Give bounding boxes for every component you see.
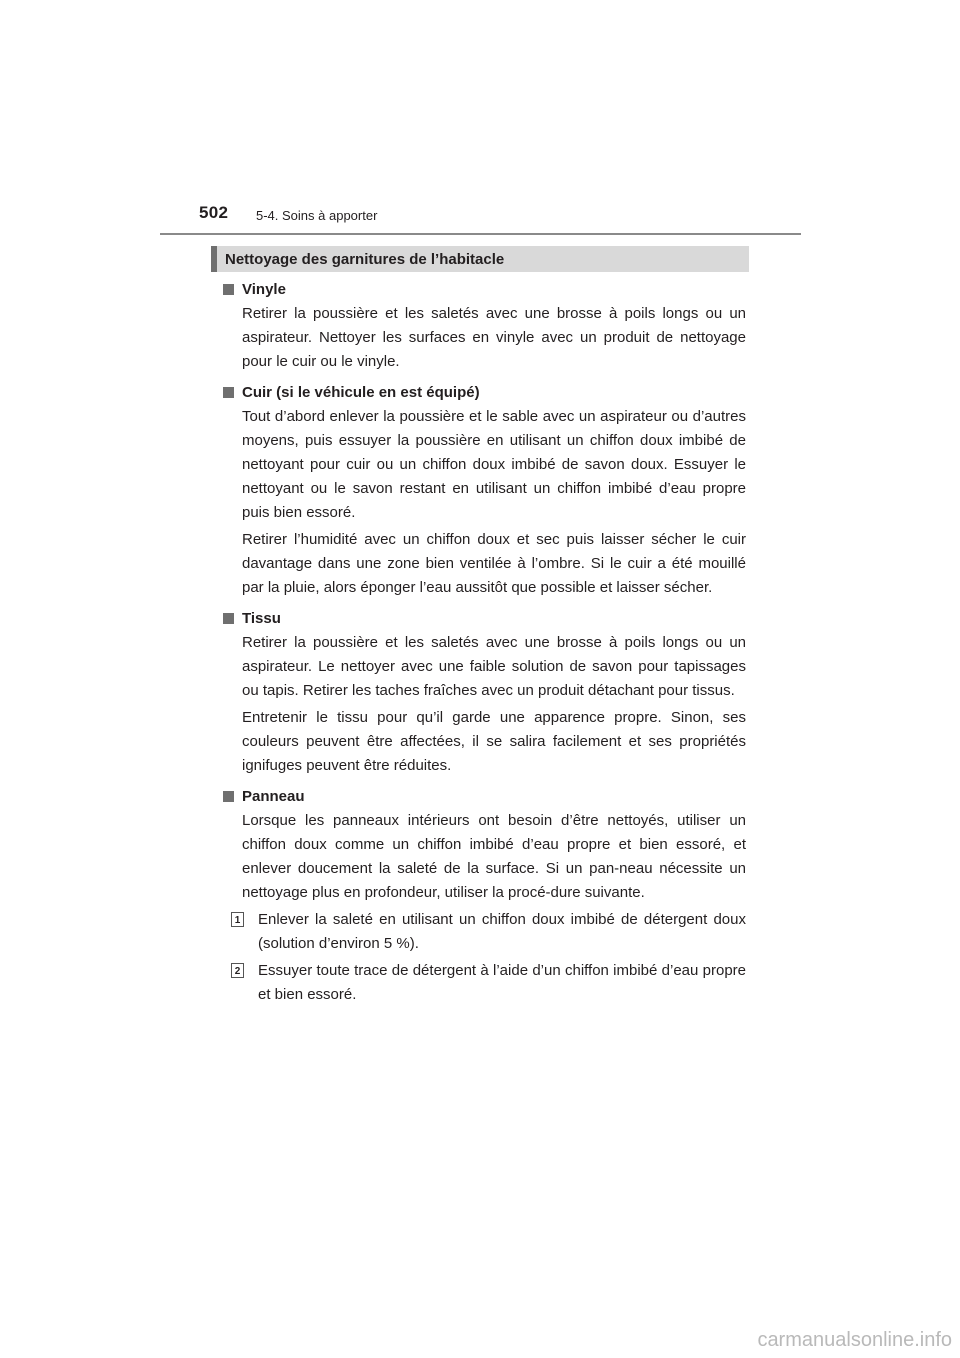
page-header (0, 0, 960, 240)
item-vinyle (220, 278, 746, 374)
square-bullet-icon (223, 613, 234, 624)
item-tissu (220, 607, 746, 778)
header-divider (160, 233, 801, 235)
step-number-badge: 2 (231, 963, 244, 978)
paragraph: Tout d’abord enlever la poussière et le sable avec un aspirateur ou d’autres moyens, puis essuyer la poussière en utilisant un chiffon doux imbibé de nettoyant pour cuir ou un chiffon doux imbibé de savon doux. Essuyer le nettoyant ou le savon restant en utilisant un chiffon imbibé d’eau propre puis bien essoré. (242, 408, 746, 521)
square-bullet-icon (223, 387, 234, 398)
subheading (220, 278, 746, 302)
subheading-text: Vinyle (242, 281, 286, 298)
step-item (234, 959, 746, 1007)
step-item (234, 908, 746, 956)
paragraph: Retirer l’humidité avec un chiffon doux et sec puis laisser sécher le cuir davantage dans une zone bien ventilée à l’ombre. Si le cuir a été mouillé par la pluie, alors éponger l’eau aussitôt que possible et laisser sécher. (242, 531, 746, 596)
subheading (220, 607, 746, 631)
step-number-badge: 1 (231, 912, 244, 927)
step-text: Essuyer toute trace de détergent à l’aide d’un chiffon imbibé d’eau propre et bien essoré. (258, 962, 746, 1003)
section-title: Nettoyage des garnitures de l’habitacle (225, 251, 505, 268)
item-cuir (220, 381, 746, 600)
subheading (220, 381, 746, 405)
subheading-text: Cuir (si le véhicule en est équipé) (242, 384, 480, 401)
page-number: 502 (199, 203, 229, 222)
subheading-text: Panneau (242, 788, 305, 805)
subheading-text: Tissu (242, 610, 281, 627)
subheading (220, 785, 746, 809)
paragraph: Lorsque les panneaux intérieurs ont besoin d’être nettoyés, utiliser un chiffon doux comme un chiffon imbibé d’eau propre et bien essoré, et enlever doucement la saleté de la surface. Si un pan-neau nécessite un nettoyage plus en profondeur, utiliser la procé-dure suivante. (242, 812, 746, 901)
section-marker (211, 246, 217, 272)
square-bullet-icon (223, 791, 234, 802)
chapter-title: 5-4. Soins à apporter (256, 208, 378, 223)
square-bullet-icon (223, 284, 234, 295)
step-text: Enlever la saleté en utilisant un chiffon doux imbibé de détergent doux (solution d’environ 5 %). (258, 911, 746, 952)
section-heading-bar (211, 246, 749, 272)
watermark: carmanualsonline.info (757, 1329, 952, 1351)
item-panneau (220, 785, 746, 1007)
paragraph: Entretenir le tissu pour qu’il garde une apparence propre. Sinon, ses couleurs peuvent être affectées, il se salira facilement et ses propriétés ignifuges peuvent être réduites. (242, 709, 746, 774)
main-content (220, 278, 746, 1010)
paragraph: Retirer la poussière et les saletés avec une brosse à poils longs ou un aspirateur. Nettoyer les surfaces en vinyle avec un produit de nettoyage pour le cuir ou le vinyle. (242, 305, 746, 370)
paragraph: Retirer la poussière et les saletés avec une brosse à poils longs ou un aspirateur. Le nettoyer avec une faible solution de savon pour tapissages ou tapis. Retirer les taches fraîches avec un produit détachant pour tissus. (242, 634, 746, 699)
